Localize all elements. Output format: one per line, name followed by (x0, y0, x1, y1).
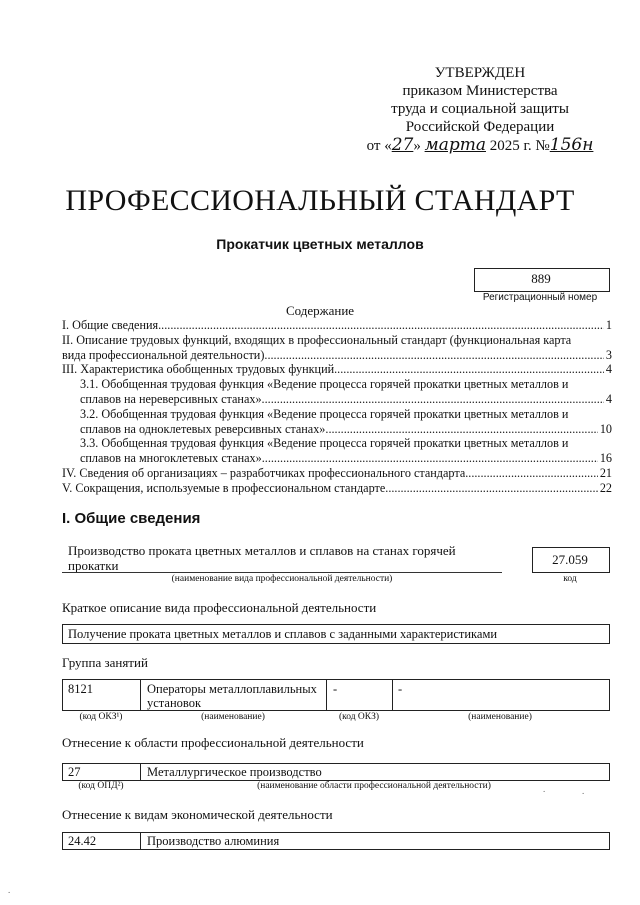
occupation-group-label: Группа занятий (62, 655, 148, 670)
caption-name-2: (наименование) (468, 712, 532, 722)
approval-date-line (360, 136, 600, 155)
toc-item-page: 16 (599, 451, 612, 466)
page-title: ПРОФЕССИОНАЛЬНЫЙ СТАНДАРТ (65, 184, 575, 217)
professional-area-code: 27 (68, 765, 81, 779)
scan-dot: . (582, 786, 585, 796)
activity-code-caption: код (563, 574, 577, 584)
toc-item[interactable] (62, 466, 612, 481)
scan-dot: . (543, 784, 546, 794)
caption-name: (наименование) (201, 712, 265, 722)
economic-activity-label: Отнесение к видам экономической деятельности (62, 807, 333, 822)
professional-area-name: Металлургическое производство (147, 765, 322, 779)
date-prefix: от « (366, 138, 392, 154)
toc-item-page: 4 (605, 391, 612, 406)
toc-item-text: 3.2. Обобщенная трудовая функция «Ведение процесса горячей прокатки цветных металлов и (80, 406, 569, 421)
toc-item-text-cont: сплавов на нереверсивных станах» (80, 391, 262, 406)
toc-item[interactable] (62, 318, 612, 333)
toc-item-text: V. Сокращения, используемые в профессиональном стандарте (62, 480, 386, 495)
toc-item-page: 10 (599, 421, 612, 436)
economic-activity-table (62, 832, 610, 850)
approval-country-line: Российской Федерации (405, 119, 555, 135)
registration-number: 889 (531, 271, 551, 286)
professional-area-label: Отнесение к области профессиональной деятельности (62, 735, 364, 750)
toc-item-page: 4 (605, 362, 612, 377)
toc-item[interactable] (62, 481, 612, 496)
occupation-name: Операторы металлоплавильных установок (147, 682, 317, 710)
occupation-code: 8121 (68, 682, 93, 696)
caption-okz-code: (код ОКЗ¹) (79, 712, 123, 722)
economic-activity-name: Производство алюминия (147, 834, 280, 848)
activity-name: Производство проката цветных металлов и сплавов на станах горячей прокатки (68, 543, 456, 573)
toc-item-text: 3.1. Обобщенная трудовая функция «Ведение процесса горячей прокатки цветных металлов и (80, 377, 569, 392)
activity-underline (62, 572, 502, 573)
occupation-code-2: - (333, 682, 338, 696)
toc-item[interactable] (62, 362, 612, 377)
toc-item[interactable] (62, 407, 612, 437)
page-subtitle: Прокатчик цветных металлов (216, 236, 424, 252)
approval-order-line: приказом Министерства (402, 83, 558, 99)
order-number: 156н (549, 135, 594, 155)
table-divider (140, 832, 141, 850)
toc-item-page: 3 (605, 347, 612, 362)
approval-heading: УТВЕРЖДЕН (434, 65, 526, 81)
toc-item-text: I. Общие сведения (62, 318, 159, 332)
date-year: 2025 г. № (485, 138, 550, 154)
table-divider (140, 763, 141, 781)
toc-item[interactable] (62, 436, 612, 466)
table-of-contents (62, 318, 612, 496)
toc-item-text: 3.3. Обобщенная трудовая функция «Ведение процесса горячей прокатки цветных металлов и (80, 436, 569, 451)
scan-dot: . (8, 885, 11, 895)
section-heading: I. Общие сведения (62, 510, 201, 527)
table-divider (392, 679, 393, 711)
occupation-name-2: - (398, 682, 403, 696)
date-day: 27 (391, 135, 414, 155)
toc-title: Содержание (285, 303, 355, 318)
table-divider (326, 679, 327, 711)
toc-item[interactable] (62, 377, 612, 407)
approval-block (360, 64, 600, 155)
toc-item-text-cont: сплавов на многоклетевых станах» (80, 451, 262, 466)
toc-item-text: IV. Сведения об организациях – разработчиках профессионального стандарта (62, 465, 466, 480)
toc-item-text-cont: вида профессиональной деятельности) (62, 347, 265, 362)
date-month: марта (424, 135, 486, 155)
date-mid: » (413, 138, 425, 154)
toc-item-page: 21 (599, 465, 612, 480)
activity-caption: (наименование вида профессиональной деятельности) (171, 574, 393, 584)
toc-item-page: 22 (599, 480, 612, 495)
approval-ministry-line: труда и социальной защиты (391, 101, 569, 117)
registration-caption: Регистрационный номер (482, 292, 598, 303)
table-divider (140, 679, 141, 711)
professional-area-table (62, 763, 610, 781)
toc-item-page: 1 (605, 318, 612, 332)
brief-description-label: Краткое описание вида профессиональной деятельности (62, 600, 377, 615)
activity-code: 27.059 (552, 552, 588, 567)
brief-description-text: Получение проката цветных металлов и сплавов с заданными характеристиками (68, 627, 498, 641)
economic-activity-code: 24.42 (68, 834, 97, 848)
caption-okz-code-2: (код ОКЗ) (338, 712, 380, 722)
caption-opd-code: (код ОПД²) (78, 781, 124, 791)
toc-item[interactable] (62, 333, 612, 363)
toc-item-text: III. Характеристика обобщенных трудовых функций (62, 362, 335, 377)
toc-item-text: II. Описание трудовых функций, входящих в профессиональный стандарт (функциональная карта (62, 332, 572, 347)
caption-area-name: (наименование области профессиональной деятельности) (257, 781, 491, 791)
toc-item-text-cont: сплавов на одноклетевых реверсивных станах» (80, 421, 326, 436)
